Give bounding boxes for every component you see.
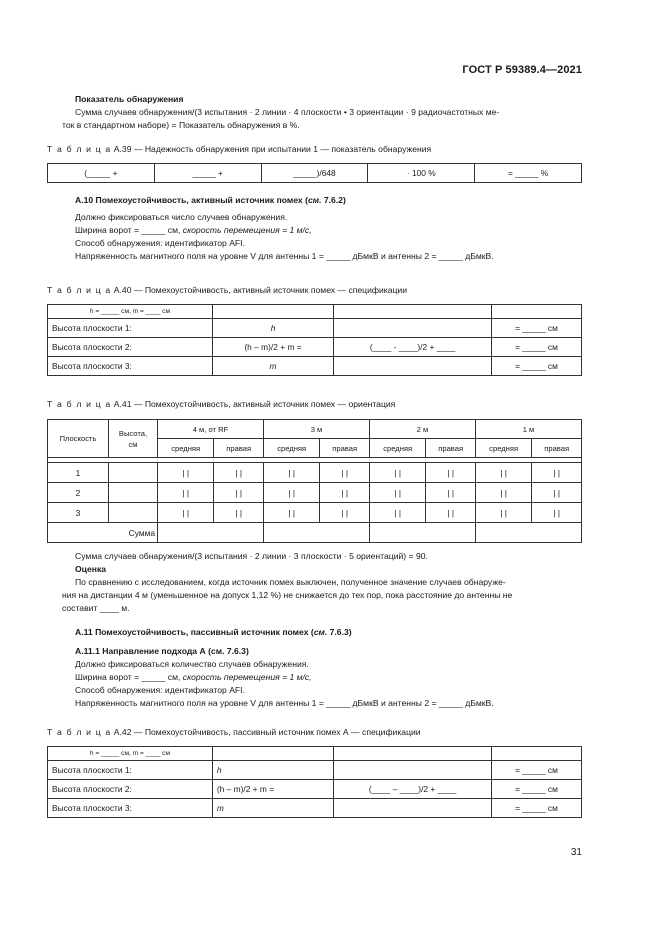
table42-caption-prefix: Т а б л и ц а bbox=[47, 727, 112, 737]
table41-cell: | | bbox=[263, 463, 319, 483]
table41-cell: | | bbox=[214, 463, 264, 483]
a11-line-2 bbox=[75, 671, 312, 684]
table41-sum-cell bbox=[475, 523, 581, 543]
table40-formula: h bbox=[212, 319, 333, 338]
detection-line-1: Сумма случаев обнаружения/(3 испытания · 2 линии · 4 плоскости • 3 ориентации · 9 радиочастотных ме- bbox=[75, 107, 500, 117]
table41-cell: | | bbox=[158, 463, 214, 483]
table40-label: Высота плоскости 1: bbox=[48, 319, 213, 338]
table41-cell: | | bbox=[320, 483, 370, 503]
table41-caption bbox=[47, 399, 395, 409]
a10-line-2 bbox=[75, 224, 312, 237]
evaluation-line-2: ния на дистанции 4 м (уменьшенное на допуск 1,12 %) не снижается до тех пор, пока расстояние до антенны не bbox=[62, 590, 513, 600]
evaluation-line-1: По сравнению с исследованием, когда источник помех выключен, полученное значение случаев обнаруже- bbox=[75, 577, 506, 587]
a10-line-4: Напряженность магнитного поля на уровне V для антенны 1 = _____ дБмкВ и антенны 2 = _____ дБмкВ. bbox=[75, 251, 494, 261]
table41-sum-cell bbox=[369, 523, 475, 543]
table41-sub: средняя bbox=[263, 439, 319, 458]
evaluation-title: Оценка bbox=[75, 564, 107, 574]
table40-head: h = _____ см, m = ____ см bbox=[48, 305, 213, 319]
table40-head-blank bbox=[491, 305, 581, 319]
table41-sub: средняя bbox=[475, 439, 531, 458]
section-a11-title bbox=[75, 626, 352, 639]
table40-calc: (____ - ____)/2 + ____ bbox=[334, 338, 492, 357]
table42-formula: h bbox=[212, 761, 333, 780]
a11-line-3: Способ обнаружения: идентификатор AFI. bbox=[75, 685, 245, 695]
table40-label: Высота плоскости 3: bbox=[48, 357, 213, 376]
table42-formula: (h – m)/2 + m = bbox=[212, 780, 333, 799]
evaluation-line-3: составит ____ м. bbox=[62, 603, 130, 613]
table-row bbox=[48, 357, 582, 376]
table41-col-plane: Плоскость bbox=[48, 420, 109, 458]
a11-gate-width: Ширина ворот = _____ см, bbox=[75, 672, 181, 682]
table41-cell: | | bbox=[532, 463, 582, 483]
a11-line-1: Должно фиксироваться количество случаев обнаружения. bbox=[75, 659, 309, 669]
table40-formula: (h – m)/2 + m = bbox=[212, 338, 333, 357]
a10-line-3: Способ обнаружения: идентификатор AFI. bbox=[75, 238, 245, 248]
table41-caption-prefix: Т а б л и ц а bbox=[47, 399, 112, 409]
table-row bbox=[48, 761, 582, 780]
table39-cell: (_____ + bbox=[48, 164, 155, 183]
table41-cell: | | bbox=[369, 463, 425, 483]
table41-group: 3 м bbox=[263, 420, 369, 439]
section-a10-ref: 7.6.2) bbox=[321, 195, 346, 205]
table42-result: = _____ см bbox=[491, 761, 581, 780]
a11-line-4: Напряженность магнитного поля на уровне V для антенны 1 = _____ дБмкВ и антенны 2 = _____ дБмкВ. bbox=[75, 698, 494, 708]
table41-cell: | | bbox=[263, 483, 319, 503]
section-a10-title bbox=[75, 194, 346, 207]
table40-formula: m bbox=[212, 357, 333, 376]
table-row bbox=[48, 319, 582, 338]
table42-result: = _____ см bbox=[491, 799, 581, 818]
table41-caption-text: А.41 — Помехоустойчивость, активный источник помех — ориентация bbox=[113, 399, 396, 409]
table39 bbox=[47, 163, 582, 183]
table42-caption bbox=[47, 727, 421, 737]
table42-calc: (____ – ____)/2 + ____ bbox=[334, 780, 492, 799]
table41-cell: | | bbox=[426, 463, 476, 483]
table42-label: Высота плоскости 3: bbox=[48, 799, 213, 818]
table41-cell: | | bbox=[426, 483, 476, 503]
section-a11-1-title: А.11.1 Направление подхода А (см. 7.6.3) bbox=[75, 646, 249, 656]
table41-cell: | | bbox=[532, 483, 582, 503]
detection-title: Показатель обнаружения bbox=[75, 94, 184, 104]
table40-label: Высота плоскости 2: bbox=[48, 338, 213, 357]
table42-label: Высота плоскости 2: bbox=[48, 780, 213, 799]
table-row bbox=[48, 338, 582, 357]
table41-sum-label: Сумма bbox=[48, 523, 158, 543]
table41-height-cell bbox=[109, 483, 158, 503]
a10-speed: скорость перемещения = 1 м/с, bbox=[182, 225, 312, 235]
table41-sum-cell bbox=[263, 523, 369, 543]
table41-cell: | | bbox=[263, 503, 319, 523]
table-row bbox=[48, 483, 582, 503]
section-a10-ref-italic: см. bbox=[307, 195, 322, 205]
table41-col-height bbox=[109, 420, 158, 458]
table40-caption-prefix: Т а б л и ц а bbox=[47, 285, 112, 295]
table42-head: h = _____ см, m = ____ см bbox=[48, 747, 213, 761]
table41 bbox=[47, 419, 582, 543]
table40-caption-text: А.40 — Помехоустойчивость, активный источник помех — спецификации bbox=[113, 285, 408, 295]
a10-line-1: Должно фиксироваться число случаев обнаружения. bbox=[75, 212, 288, 222]
table41-cell: | | bbox=[475, 503, 531, 523]
table41-cell: | | bbox=[214, 503, 264, 523]
a10-gate-width: Ширина ворот = _____ см, bbox=[75, 225, 181, 235]
table-row bbox=[48, 780, 582, 799]
page-number: 31 bbox=[570, 847, 582, 858]
table41-cell: | | bbox=[369, 483, 425, 503]
table41-cell: | | bbox=[532, 503, 582, 523]
table40-result: = _____ см bbox=[491, 319, 581, 338]
table39-cell: = _____ % bbox=[475, 164, 582, 183]
table40-head-blank bbox=[212, 305, 333, 319]
table-row bbox=[48, 799, 582, 818]
table40-result: = _____ см bbox=[491, 338, 581, 357]
table40 bbox=[47, 304, 582, 376]
table41-cell: | | bbox=[158, 483, 214, 503]
table41-height-cell bbox=[109, 463, 158, 483]
table42-calc bbox=[334, 799, 492, 818]
table42-calc bbox=[334, 761, 492, 780]
table41-cell: | | bbox=[475, 483, 531, 503]
table41-group: 1 м bbox=[475, 420, 581, 439]
section-a11-ref: 7.6.3) bbox=[327, 627, 352, 637]
section-a11-ref-italic: см. bbox=[313, 627, 328, 637]
table41-cell: | | bbox=[320, 503, 370, 523]
table-row bbox=[48, 523, 582, 543]
document-header: ГОСТ Р 59389.4—2021 bbox=[462, 64, 582, 76]
table39-cell: · 100 % bbox=[368, 164, 475, 183]
table41-sub: правая bbox=[320, 439, 370, 458]
table42-head-blank bbox=[212, 747, 333, 761]
table40-calc bbox=[334, 319, 492, 338]
table41-sub: правая bbox=[426, 439, 476, 458]
table42-head-blank bbox=[491, 747, 581, 761]
table42-result: = _____ см bbox=[491, 780, 581, 799]
table40-caption bbox=[47, 285, 407, 295]
section-a11-title-main: А.11 Помехоустойчивость, пассивный источник помех ( bbox=[75, 627, 314, 637]
table41-sub: правая bbox=[532, 439, 582, 458]
table-row bbox=[48, 463, 582, 483]
table40-calc bbox=[334, 357, 492, 376]
table40-head-blank bbox=[334, 305, 492, 319]
table41-sub: средняя bbox=[158, 439, 214, 458]
summary-line: Сумма случаев обнаружения/(3 испытания · 2 линии · 3 плоскости · 5 ориентаций) = 90. bbox=[75, 551, 428, 561]
table41-cell: | | bbox=[158, 503, 214, 523]
table41-sum-cell bbox=[158, 523, 264, 543]
table39-caption bbox=[47, 144, 431, 154]
table41-cell: | | bbox=[426, 503, 476, 523]
a11-speed: скорость перемещения = 1 м/с, bbox=[182, 672, 312, 682]
table41-cell: | | bbox=[475, 463, 531, 483]
table39-caption-text: А.39 — Надежность обнаружения при испытании 1 — показатель обнаружения bbox=[113, 144, 432, 154]
table42-label: Высота плоскости 1: bbox=[48, 761, 213, 780]
table41-plane: 3 bbox=[48, 503, 109, 523]
table41-cell: | | bbox=[214, 483, 264, 503]
table41-sub: средняя bbox=[369, 439, 425, 458]
table41-col-height-label: Высота, bbox=[118, 428, 148, 438]
table42-caption-text: А.42 — Помехоустойчивость, пассивный источник помех А — спецификации bbox=[113, 727, 421, 737]
table41-height-cell bbox=[109, 503, 158, 523]
table39-cell: _____)/648 bbox=[261, 164, 368, 183]
table41-group: 2 м bbox=[369, 420, 475, 439]
table39-caption-prefix: Т а б л и ц а bbox=[47, 144, 112, 154]
table41-plane: 1 bbox=[48, 463, 109, 483]
table-row bbox=[48, 503, 582, 523]
detection-line-2: ток в стандартном наборе) = Показатель обнаружения в %. bbox=[62, 120, 300, 130]
section-a10-title-main: А.10 Помехоустойчивость, активный источник помех ( bbox=[75, 195, 308, 205]
table39-cell: _____ + bbox=[154, 164, 261, 183]
table41-cell: | | bbox=[320, 463, 370, 483]
table41-plane: 2 bbox=[48, 483, 109, 503]
table41-group: 4 м, от RF bbox=[158, 420, 264, 439]
table42-head-blank bbox=[334, 747, 492, 761]
table41-sub: правая bbox=[214, 439, 264, 458]
table40-result: = _____ см bbox=[491, 357, 581, 376]
table42 bbox=[47, 746, 582, 818]
table42-formula: m bbox=[212, 799, 333, 818]
table41-col-height-unit: см bbox=[128, 439, 138, 449]
table41-cell: | | bbox=[369, 503, 425, 523]
